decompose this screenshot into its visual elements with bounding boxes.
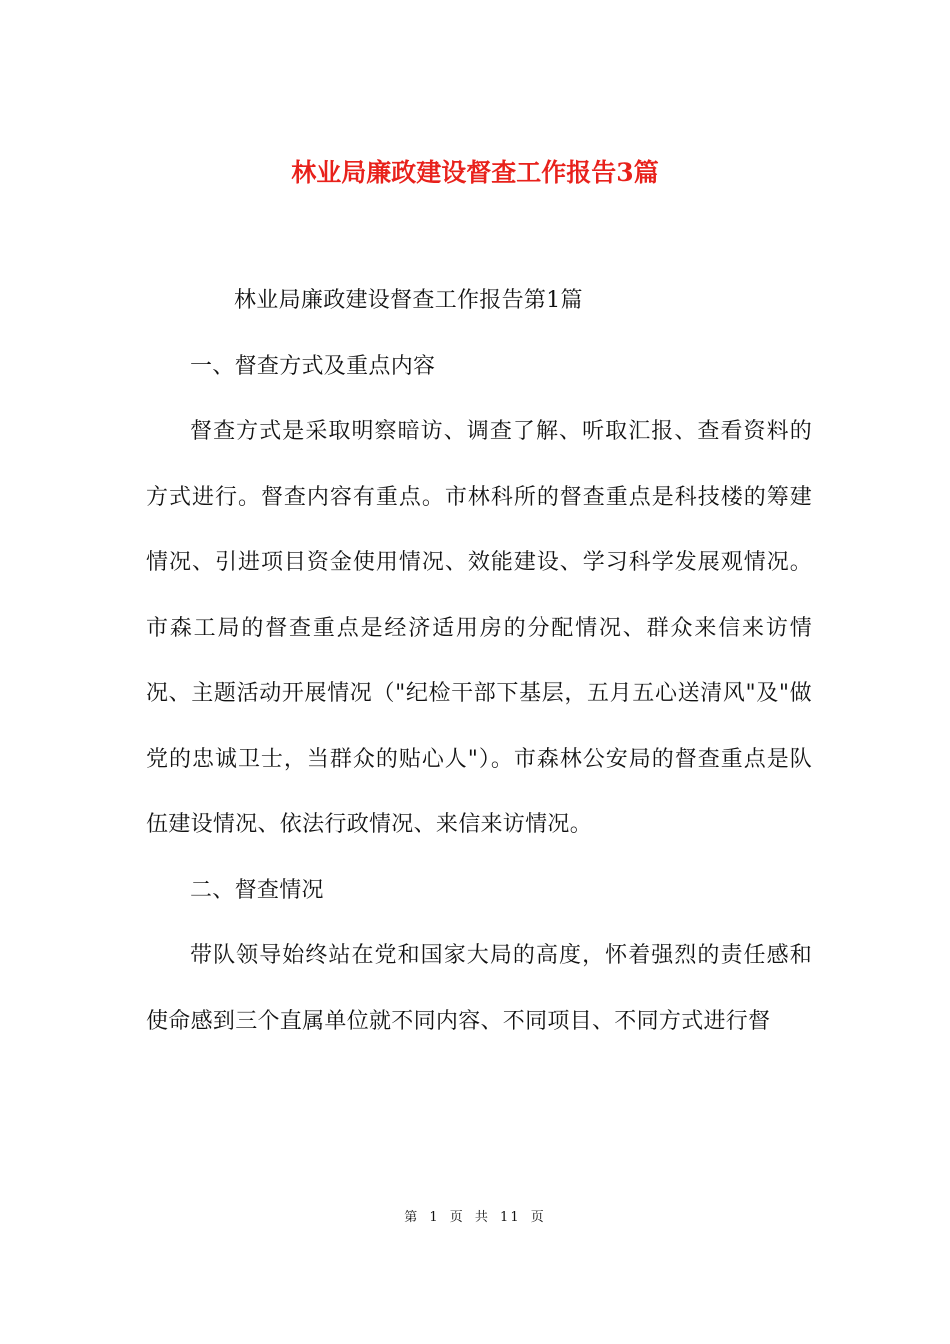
document-body <box>146 268 812 1054</box>
paragraph-supervision-method: 督查方式是采取明察暗访、调查了解、听取汇报、查看资料的方式进行。督查内容有重点。市林科所的督查重点是科技楼的筹建情况、引进项目资金使用情况、效能建设、学习科学发展观情况。市森工局的督查重点是经济适用房的分配情况、群众来信来访情况、主题活动开展情况（"纪检干部下基层，五月五心送清风"及"做党的忠诚卫士，当群众的贴心人"）。市森林公安局的督查重点是队伍建设情况、依法行政情况、来信来访情况。 <box>146 419 812 837</box>
document-title: 林业局廉政建设督查工作报告3篇 <box>291 157 659 187</box>
section-title: 林业局廉政建设督查工作报告第1篇 <box>234 288 583 313</box>
heading-supervision-status: 二、督查情况 <box>190 877 324 903</box>
page-number-footer: 第 1 页 共 11 页 <box>404 1210 546 1225</box>
paragraph-supervision-status: 带队领导始终站在党和国家大局的高度，怀着强烈的责任感和使命感到三个直属单位就不同内容、不同项目、不同方式进行督 <box>146 943 812 1034</box>
heading-supervision-method: 一、督查方式及重点内容 <box>190 353 436 379</box>
